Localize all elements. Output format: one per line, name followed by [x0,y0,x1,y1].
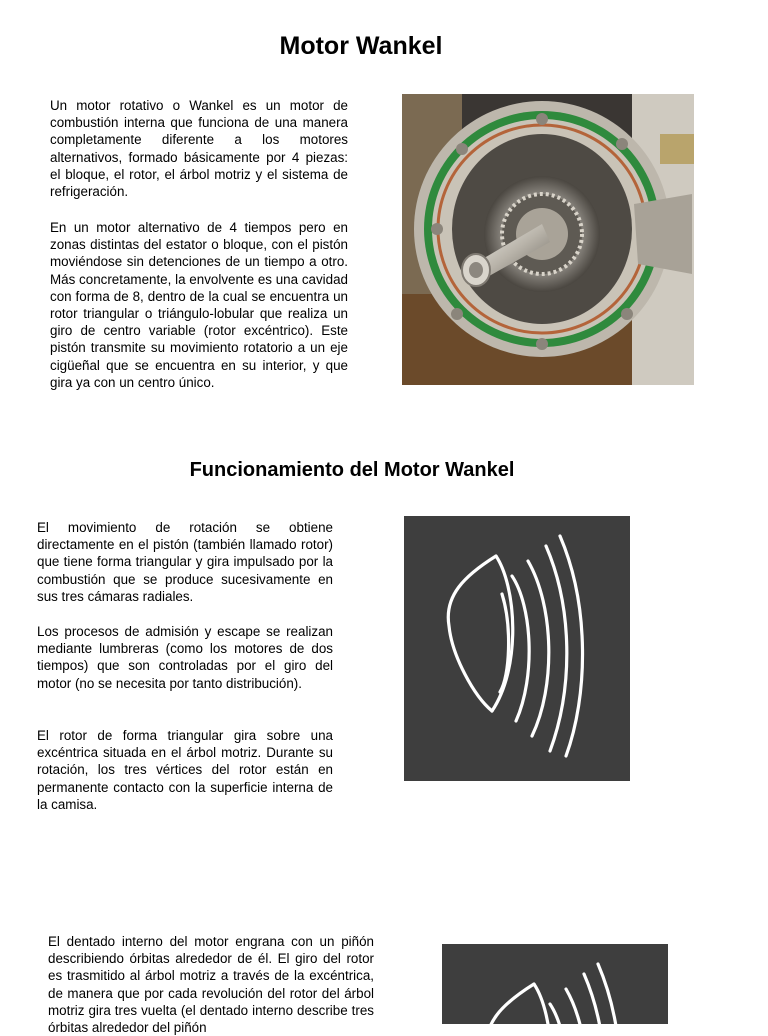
wankel-animation-2 [442,944,668,1024]
section-paragraph-3: El rotor de forma triangular gira sobre una excéntrica situada en el árbol motriz. Durante su rotación, los tres vértices del rotor están en permanente contacto con la superficie interna de la camisa. [37,728,333,812]
intro-paragraph-1: Un motor rotativo o Wankel es un motor de combustión interna que funciona de una manera completamente diferente a los motores alternativos, formado básicamente por 4 piezas: el bloque, el rotor, el árbol motriz y el sistema de refrigeración. [50,98,348,200]
section-title: Funcionamiento del Motor Wankel [189,459,515,481]
wave-animation-icon [404,516,630,781]
page-title: Motor Wankel [279,32,443,60]
section-paragraph-4: El dentado interno del motor engrana con un piñón describiendo órbitas alrededor de él. El giro del rotor es trasmitido al árbol motriz a través de la excéntrica, de manera que por cada revolución del rotor del árbol motriz gira tres vuelta (el dentado interno describe tres órbitas alrededor del piñón [48,934,374,1036]
engine-photo-icon [402,94,694,385]
intro-paragraph-2: En un motor alternativo de 4 tiempos pero en zonas distintas del estator o bloque, con el pistón moviéndose sin detenciones de un tiempo a otro. Más concretamente, la envolvente es una cavidad con forma de 8, dentro de la cual se encuentra un rotor triangular o triángulo-lobular que realiza un giro de centro variable (rotor excéntrico). Este pistón transmite su movimiento rotatorio a un eje cigüeñal que se encuentra en su interior, y que gira ya con un centro único. [50,220,348,390]
section-paragraph-2: Los procesos de admisión y escape se realizan mediante lumbreras (como los motores de dos tiempos) que son controladas por el giro del motor (no se necesita por tanto distribución). [37,624,333,691]
engine-photo [402,94,694,385]
section-paragraph-1: El movimiento de rotación se obtiene directamente en el pistón (también llamado rotor) que tiene forma triangular y gira impulsado por la combustión que se produce sucesivamente en sus tres cámaras radiales. [37,520,333,604]
wave-animation-icon [442,944,668,1024]
wankel-animation-1 [404,516,630,781]
